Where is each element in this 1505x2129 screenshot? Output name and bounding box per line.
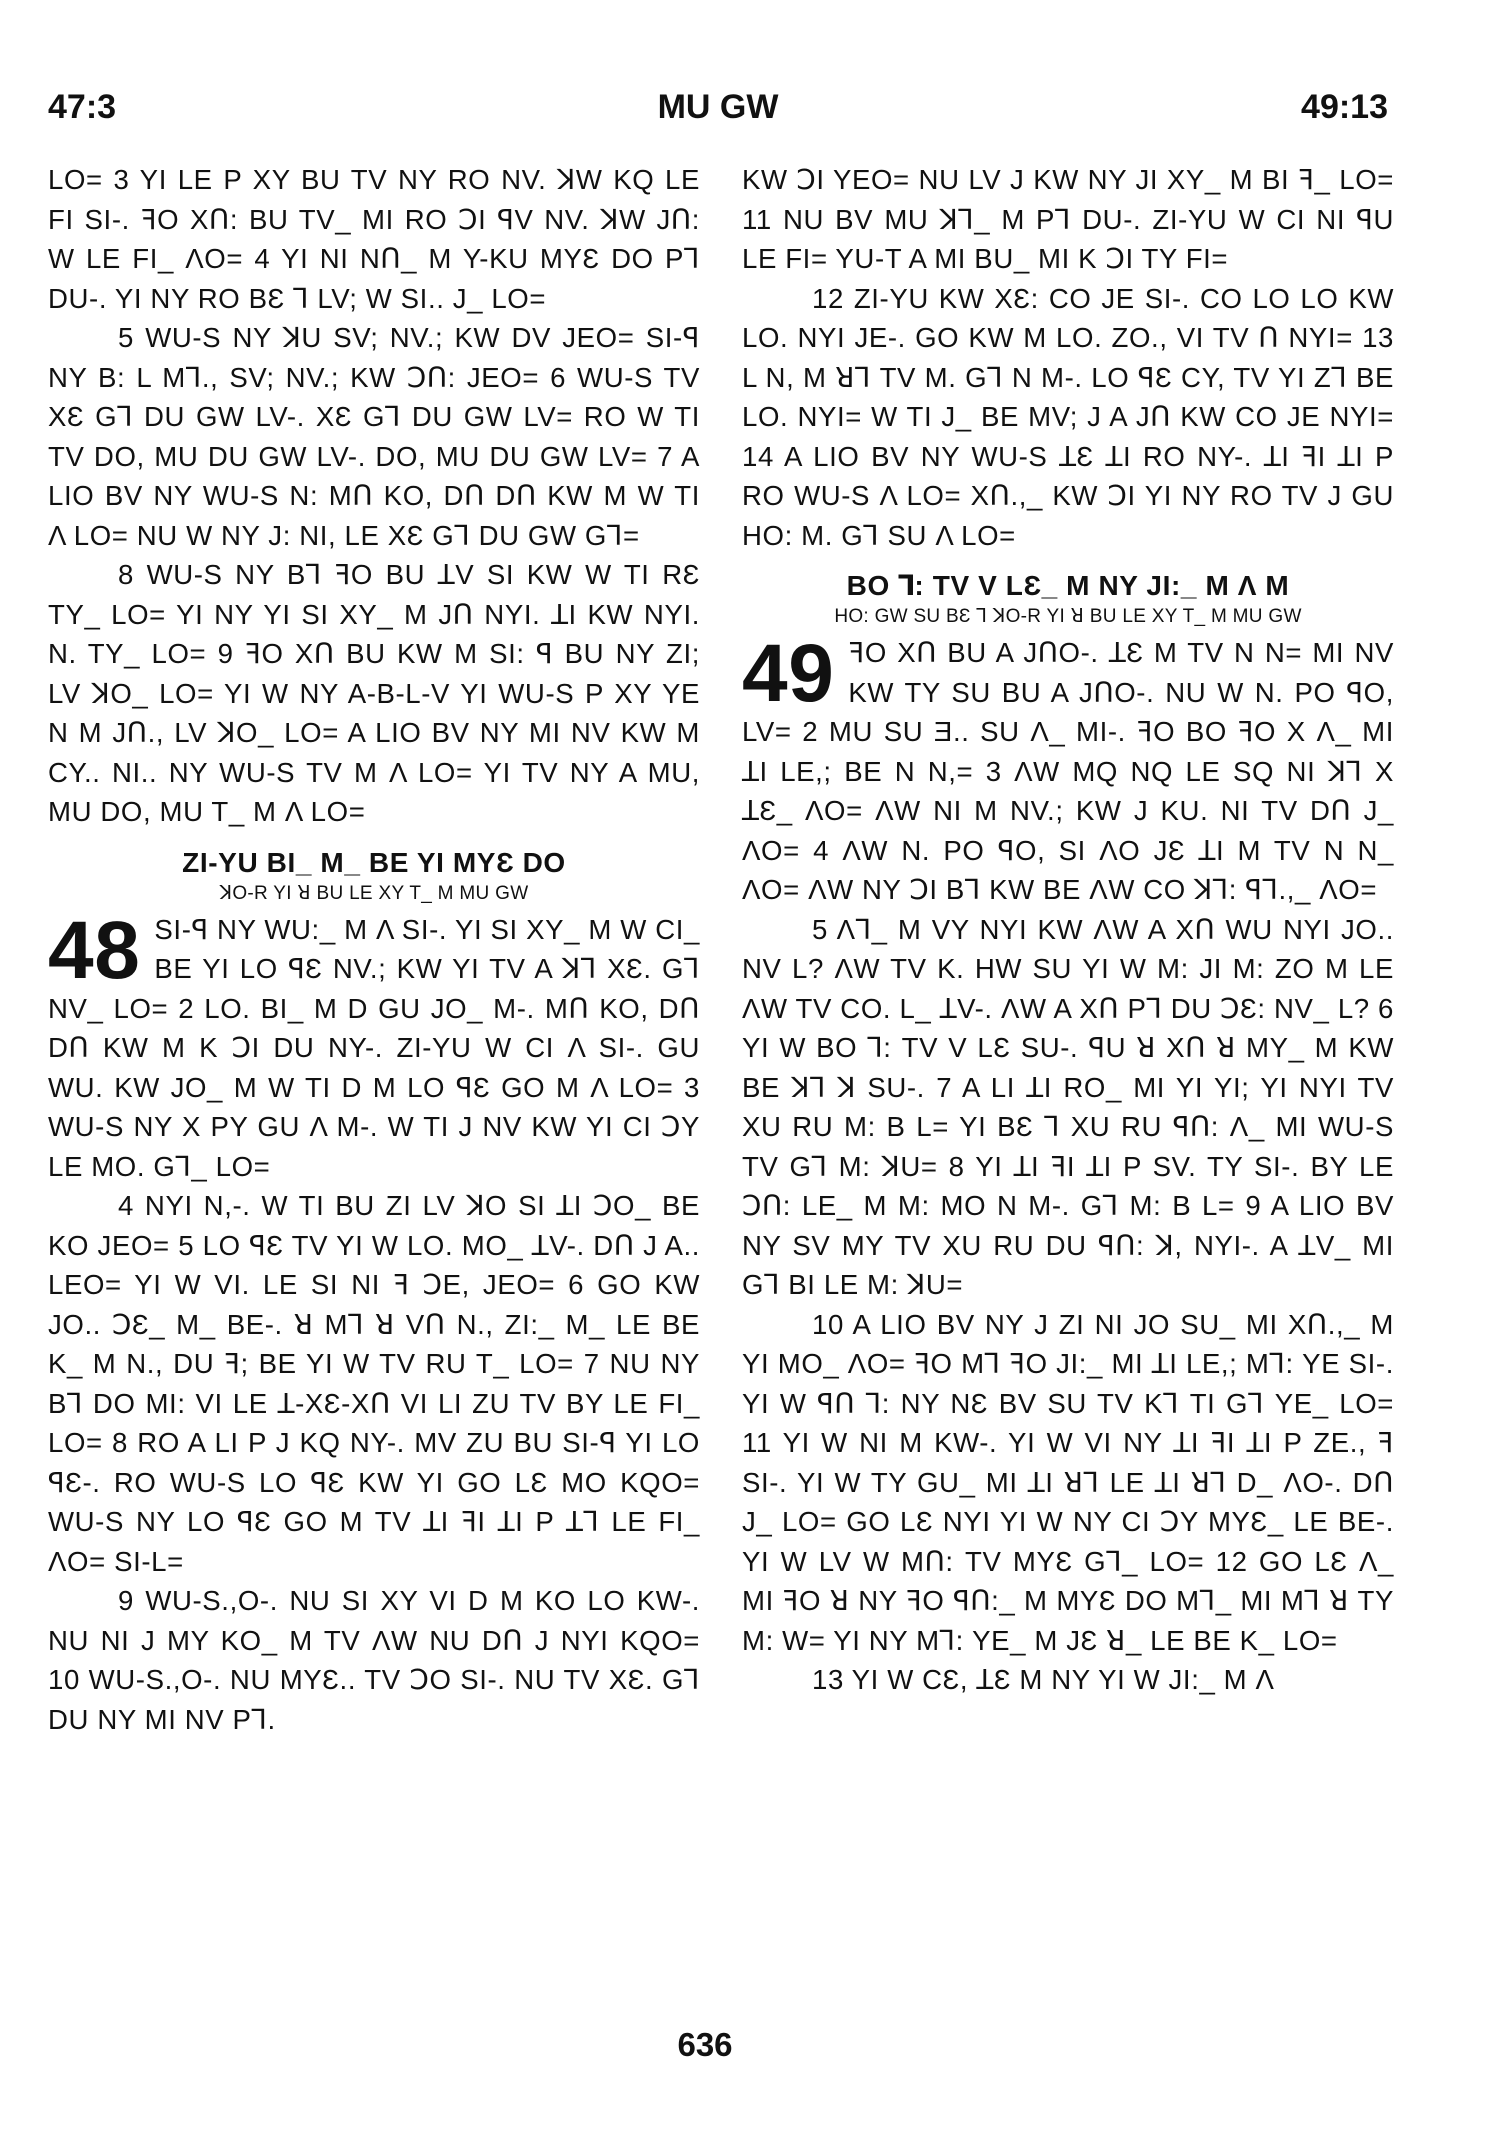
chapter-number: 49: [742, 628, 835, 719]
paragraph: 4 NYI N,-. W TI BU ZI LV ꓘO SI ꓕI ꓛO_ BE KO JEO= 5 LO ꟼƐ TV YI W LO. MO_ ꓕV-. DՈ J A.. LEO= YI W VI. LE SI NI ꟻ ꓛE, JEO= 6 GO KW JO.. ꓛƐ_ M_ BE-. ꓤ Mꓶ ꓤ VՈ N., ZI:_ M_ LE BE K_ M N., DU ꟻ; BE YI W TV RU T_ LO= 7 NU NY Bꓶ DO MI: VI LE ꓕ-XƐ-XՈ VI LI ZU TV BY LE FI_ LO= 8 RO A LI P J KQ NY-. MV ZU BU SI-ꟼ YI LO ꟼƐ-. RO WU-S LO ꟼƐ KW YI GO LƐ MO KQO= WU-S NY LO ꟼƐ GO M TV ꓕI ꟻI ꓕI P ꓕꓶ LE FI_ ΛO= SI-L=: [48, 1190, 700, 1577]
chapter-number: 48: [48, 904, 141, 996]
paragraph: 8 WU-S NY Bꓶ ꟻO BU ꓕV SI KW W TI RƐ TY_ LO= YI NY YI SI XY_ M JՈ NYI. ꓕI KW NYI. N. TY_ LO= 9 ꟻO XՈ BU KW M SI: ꟼ BU NY ZI; LV ꓘO_ LO= YI W NY A-B-L-V YI WU-S P XY YE N M JՈ., LV ꓘO_ LO= A LIO BV NY MI NV KW M CY.. NI.. NY WU-S TV M Λ LO= YI TV NY A MU, MU DO, MU T_ M Λ LO=: [48, 559, 700, 827]
paragraph: KW ꓛI YEO= NU LV J KW NY JI XY_ M BI ꟻ_ LO= 11 NU BV MU ꓘꓶ_ M Pꓶ DU-. ZI-YU W CI NI ꟼU LE FI= YU-T A MI BU_ MI K ꓛI TY FI=: [742, 164, 1394, 274]
paragraph: 13 YI W CƐ, ꓕƐ M NY YI W JI:_ M Λ: [812, 1664, 1275, 1695]
section-subtitle: ꓘO-R YI ꓤ BU LE XY T_ M MU GW: [219, 882, 529, 904]
section-subtitle: HO: GW SU BƐ ꓶ ꓘO-R YI ꓤ BU LE XY T_ M MU GW: [834, 606, 1302, 627]
paragraph: 12 ZI-YU KW XƐ: CO JE SI-. CO LO LO KW LO. NYI JE-. GO KW M LO. ZO., VI TV Ո NYI= 13 L N, M ꓤꓶ TV M. Gꓶ N M-. LO ꟼƐ CY, TV YI Zꓶ BE LO. NYI= W TI J_ BE MV; J A JՈ KW CO JE NYI= 14 A LIO BV NY WU-S ꓕƐ ꓕI RO NY-. ꓕI ꟻI ꓕI P RO WU-S Λ LO= XՈ.,_ KW ꓛI YI NY RO TV J GU HO: M. Gꓶ SU Λ LO=: [742, 282, 1394, 551]
running-header: [48, 88, 1388, 132]
right-column: [742, 160, 1394, 1700]
header-left-reference: 47:3: [48, 88, 117, 126]
header-book-title: MU GW: [657, 88, 779, 126]
section-title: ZI-YU BI_ M_ BE YI MYƐ DO: [182, 846, 566, 878]
paragraph: LO= 3 YI LE P XY BU TV NY RO NV. ꓘW KQ LE FI SI-. ꟻO XՈ: BU TV_ MI RO ꓛI ꟼV NV. ꓘW JՈ: W LE FI_ ΛO= 4 YI NI NՈ_ M Y-KU MYƐ DO Pꓶ DU-. YI NY RO BƐ ꓶ LV; W SI.. J_ LO=: [48, 164, 700, 314]
paragraph: SI-ꟼ NY WU:_ M Λ SI-. YI SI XY_ M W CI_ BE YI LO ꟼƐ NV.; KW YI TV A ꓘꓶ XƐ. Gꓶ NV_ LO= 2 LO. BI_ M D GU JO_ M-. MՈ KO, DՈ DՈ KW M K ꓛI DU NY-. ZI-YU W CI Λ SI-. GU WU. KW JO_ M W TI D M LO ꟼƐ GO M Λ LO= 3 WU-S NY X PY GU Λ M-. W TI J NV KW YI CI ꓛY LE MO. Gꓶ_ LO=: [48, 913, 700, 1182]
section-title: BO ꓶ: TV V LƐ_ M NY JI:_ M Λ M: [846, 570, 1290, 601]
left-column: [48, 160, 700, 1739]
paragraph: 9 WU-S.,O-. NU SI XY VI D M KO LO KW-. NU NI J MY KO_ M TV ΛW NU DՈ J NYI KQO= 10 WU-S.,O-. NU MYƐ.. TV ꓛO SI-. NU TV XƐ. Gꓶ DU NY MI NV Pꓶ.: [48, 1585, 700, 1735]
paragraph: 10 A LIO BV NY J ZI NI JO SU_ MI XՈ.,_ M YI MO_ ΛO= ꟻO Mꓶ ꟻO JI:_ MI ꓕI LE,; Mꓶ: YE SI-. YI W ꟼՈ ꓶ: NY NƐ BV SU TV Kꓶ TI Gꓶ YE_ LO= 11 YI W NI M KW-. YI W VI NY ꓕI ꟻI ꓕI P ZE., ꟻ SI-. YI W TY GU_ MI ꓕI ꓤꓶ LE ꓕI ꓤꓶ D_ ΛO-. DՈ J_ LO= GO LƐ NYI YI W NY CI ꓛY MYƐ_ LE BE-. YI W LV W MՈ: TV MYƐ Gꓶ_ LO= 12 GO LƐ Λ_ MI ꟻO ꓤ NY ꟻO ꟼՈ:_ M MYƐ DO Mꓶ_ MI Mꓶ ꓤ TY M: W= YI NY Mꓶ: YE_ M JƐ ꓤ_ LE BE K_ LO=: [742, 1308, 1394, 1656]
header-right-reference: 49:13: [1301, 88, 1388, 126]
paragraph: ꟻO XՈ BU A JՈO-. ꓕƐ M TV N N= MI NV KW TY SU BU A JՈO-. NU W N. PO ꟼO, LV= 2 MU SU Ǝ.. SU Λ_ MI-. ꟻO BO ꟻO X Λ_ MI ꓕI LE,; BE N N,= 3 ΛW MQ NQ LE SQ NI ꓘꓶ X ꓕƐ_ ΛO= ΛW NI M NV.; KW J KU. NI TV DՈ J_ ΛO= 4 ΛW N. PO ꟼO, SI ΛO JƐ ꓕI M TV N N_ ΛO= ΛW NY ꓛI Bꓶ KW BE ΛW CO ꓘꓶ: ꟼꓶ.,_ ΛO=: [742, 637, 1394, 905]
page-number: 636: [677, 2026, 733, 2063]
paragraph: 5 WU-S NY ꓘU SV; NV.; KW DV JEO= SI-ꟼ NY B: L Mꓶ., SV; NV.; KW ꓛՈ: JEO= 6 WU-S TV XƐ Gꓶ DU GW LV-. XƐ Gꓶ DU GW LV= RO W TI TV DO, MU DU GW LV-. DO, MU DU GW LV= 7 A LIO BV NY WU-S N: MՈ KO, DՈ DՈ KW M W TI Λ LO= NU W NY J: NI, LE XƐ Gꓶ DU GW Gꓶ=: [48, 322, 700, 551]
paragraph: 5 Λꓶ_ M VY NYI KW ΛW A XՈ WU NYI JO.. NV L? ΛW TV K. HW SU YI W M: JI M: ZO M LE ΛW TV CO. L_ ꓕV-. ΛW A XՈ Pꓶ DU ꓛƐ: NV_ L? 6 YI W BO ꓶ: TV V LƐ SU-. ꟼU ꓤ XՈ ꓤ MY_ M KW BE ꓘꓶ ꓘ SU-. 7 A LI ꓕI RO_ MI YI YI; YI NYI TV XU RU M: B L= YI BƐ ꓶ XU RU ꟼՈ: Λ_ MI WU-S TV Gꓶ M: ꓘU= 8 YI ꓕI ꟻI ꓕI P SV. TY SI-. BY LE ꓛՈ: LE_ M M: MO N M-. Gꓶ M: B L= 9 A LIO BV NY SV MY TV XU RU DU ꟼՈ: ꓘ, NYI-. A ꓕV_ MI Gꓶ BI LE M: ꓘU=: [742, 913, 1394, 1300]
